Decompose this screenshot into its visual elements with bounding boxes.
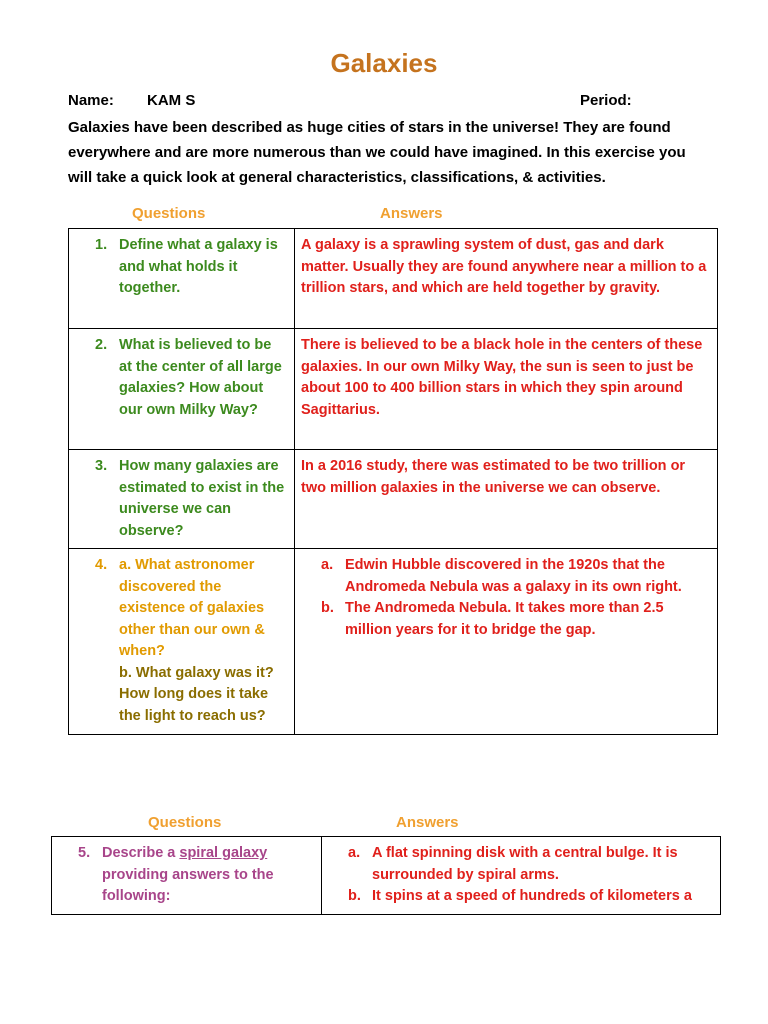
- qa-table-2: [51, 836, 721, 915]
- table-row: [52, 837, 721, 915]
- answer-text-part-a: Edwin Hubble discovered in the 1920s that the Andromeda Nebula was a galaxy in its own right.: [345, 557, 682, 595]
- period-label: Period:: [580, 92, 632, 109]
- question-cell: [69, 549, 295, 735]
- question-text: Describe a: [102, 845, 180, 861]
- answer-cell: [295, 329, 718, 450]
- qa-table-1: [68, 228, 718, 735]
- spiral-galaxy-link[interactable]: spiral galaxy: [179, 845, 268, 861]
- question-number: 3.: [95, 458, 108, 474]
- table-row: [69, 229, 718, 329]
- answer-text: A galaxy is a sprawling system of dust, gas and dark matter. Usually they are found anywhere near a million to a trillion stars, and which are held together by gravity.: [301, 237, 707, 296]
- table-row: [69, 450, 718, 549]
- intro-paragraph: Galaxies have been described as huge cities of stars in the universe! They are found everywhere and are more numerous than we could have imagined. In this exercise you will take a quick look at general characteristics, classifications, & activities.: [68, 119, 686, 186]
- questions-header: Questions: [132, 205, 206, 222]
- answer-cell: [295, 229, 718, 329]
- page-title: Galaxies: [330, 48, 438, 78]
- table-row: [69, 549, 718, 735]
- answer-text: There is believed to be a black hole in the centers of these galaxies. In our own Milky Way, the sun is seen to just be about 100 to 400 billion stars in which they spin around Sagittarius.: [301, 337, 703, 418]
- answer-text-part-b: It spins at a speed of hundreds of kilometers a: [372, 888, 692, 904]
- answer-cell: [322, 837, 721, 915]
- answer-text: In a 2016 study, there was estimated to be two trillion or two million galaxies in the universe we can observe.: [301, 458, 686, 496]
- name-value: KAM S: [147, 92, 196, 109]
- question-text: How many galaxies are estimated to exist in the universe we can observe?: [119, 458, 285, 539]
- answer-sub-number: a.: [348, 845, 361, 861]
- question-number: 5.: [78, 845, 91, 861]
- question-cell: [52, 837, 322, 915]
- question-number: 4.: [95, 557, 108, 573]
- questions-header: Questions: [148, 814, 222, 831]
- question-number: 1.: [95, 237, 108, 253]
- answer-sub-number: a.: [321, 557, 334, 573]
- question-cell: [69, 450, 295, 549]
- table-row: [69, 329, 718, 450]
- question-text-cont: providing answers to the following:: [102, 866, 274, 904]
- answer-cell: [295, 450, 718, 549]
- question-cell: [69, 329, 295, 450]
- question-text-part-a: a. What astronomer discovered the existence of galaxies other than our own & when?: [119, 557, 265, 659]
- name-label: Name:: [68, 92, 114, 109]
- question-text: Define what a galaxy is and what holds it together.: [119, 237, 278, 296]
- answer-sub-number: b.: [321, 600, 334, 616]
- question-text-part-b: b. What galaxy was it? How long does it take the light to reach us?: [119, 664, 274, 724]
- answers-header: Answers: [380, 205, 443, 222]
- answer-sub-number: b.: [348, 888, 361, 904]
- question-text: What is believed to be at the center of all large galaxies? How about our own Milky Way?: [119, 337, 282, 418]
- question-number: 2.: [95, 337, 108, 353]
- answer-text-part-b: The Andromeda Nebula. It takes more than 2.5 million years for it to bridge the gap.: [345, 600, 664, 638]
- answers-header: Answers: [396, 814, 459, 831]
- answer-cell: [295, 549, 718, 735]
- question-cell: [69, 229, 295, 329]
- answer-text-part-a: A flat spinning disk with a central bulge. It is surrounded by spiral arms.: [372, 845, 678, 883]
